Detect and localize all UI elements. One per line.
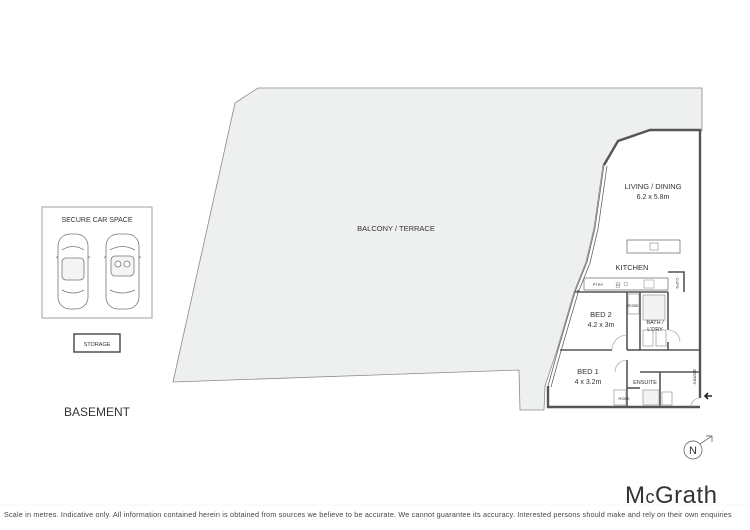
car-icon-left [56, 234, 90, 309]
robe2-label: ROBE [627, 303, 639, 308]
car-space-title: SECURE CAR SPACE [61, 217, 133, 224]
bath-shower [643, 295, 665, 320]
ensuite-shower [643, 390, 659, 405]
ensuite-label: ENSUITE [633, 380, 657, 386]
bath-label: BATH / [646, 320, 664, 326]
balcony-label: BALCONY / TERRACE [357, 224, 435, 233]
living-label: LIVING / DINING [624, 182, 682, 191]
bed1-size: 4 x 3.2m [574, 379, 602, 386]
disclaimer-text: Scale in metres. Indicative only. All information contained herein is obtained from sources we believe to be accurate. We cannot guarantee its accuracy. Interested persons should make and rely on their own enquiries [4, 510, 732, 519]
ptry-label: PTRY [592, 282, 604, 287]
robe1-label: ROBE [618, 396, 630, 401]
entry-arrow-icon [705, 393, 712, 399]
level-label: BASEMENT [64, 405, 131, 419]
cups-label: CUPS [675, 277, 680, 289]
kitchen-label: KITCHEN [615, 263, 649, 272]
compass-letter: N [689, 445, 697, 457]
bed2-label: BED 2 [590, 310, 612, 319]
bed2-size: 4.2 x 3m [587, 322, 615, 329]
car-icon-right [104, 234, 141, 309]
laundry-label: L'DRY [647, 327, 663, 333]
bed1-label: BED 1 [577, 367, 599, 376]
entry-label: ENTRY [692, 369, 697, 385]
kitchen-island [627, 240, 680, 253]
brand-logo: McGrath [625, 482, 718, 509]
storage-label: STORAGE [83, 342, 111, 348]
living-size: 6.2 x 5.8m [636, 194, 670, 201]
